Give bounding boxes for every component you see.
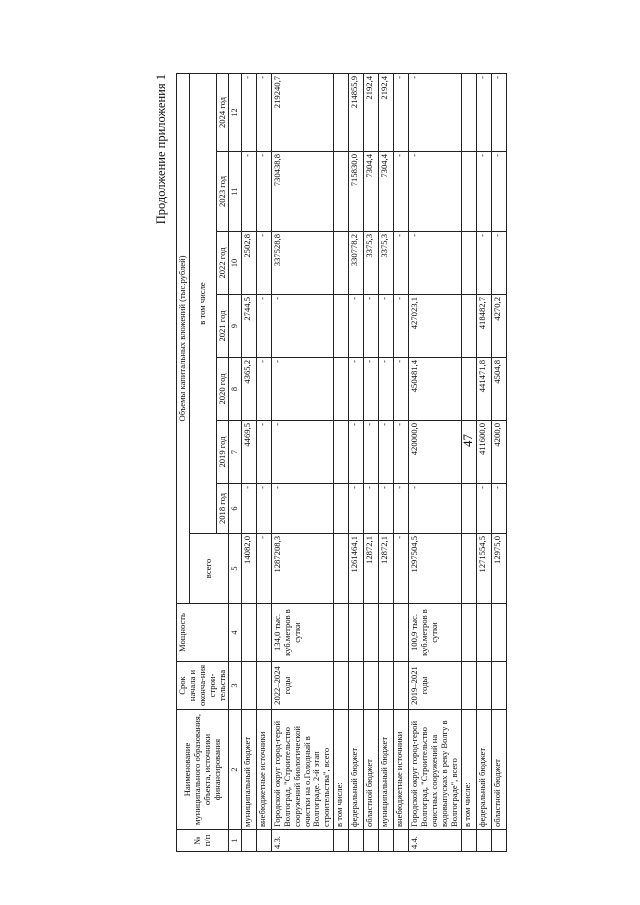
- table-row: [409, 73, 461, 851]
- cell-y2023: -: [241, 152, 256, 232]
- table-row: [394, 73, 409, 851]
- cell-term: [491, 662, 506, 710]
- column-number: 2: [229, 710, 242, 830]
- cell-total: 1297504,5: [409, 534, 461, 604]
- table-row: [364, 73, 379, 851]
- cell-no: [241, 830, 256, 852]
- cell-no: 4.3.: [271, 830, 333, 852]
- cell-y2022: -: [491, 232, 506, 295]
- cell-no: [394, 830, 409, 852]
- cell-y2023: 730438,8: [271, 152, 333, 232]
- cell-term: [349, 662, 364, 710]
- cell-y2020: 4504,8: [491, 358, 506, 421]
- cell-y2023: 7304,4: [364, 152, 379, 232]
- cell-y2021: [334, 295, 349, 358]
- cell-power: [256, 604, 271, 662]
- cell-y2024: 2192,4: [364, 73, 379, 151]
- cell-no: 4.4.: [409, 830, 461, 852]
- cell-power: [394, 604, 409, 662]
- cell-y2024: -: [476, 73, 491, 151]
- cell-y2022: 337528,8: [271, 232, 333, 295]
- cell-no: [364, 830, 379, 852]
- cell-y2018: -: [491, 484, 506, 534]
- column-number: 9: [229, 295, 242, 358]
- cell-y2018: -: [256, 484, 271, 534]
- cell-y2024: 219240,7: [271, 73, 333, 151]
- table-row: [461, 73, 476, 851]
- cell-y2021: -: [364, 295, 379, 358]
- cell-power: [461, 604, 476, 662]
- header-term: Срок начала и оконча-ния строи-тельства: [177, 662, 229, 710]
- cell-name: в том числе:: [334, 710, 349, 830]
- cell-y2020: [461, 358, 476, 421]
- cell-y2020: -: [379, 358, 394, 421]
- cell-y2022: -: [256, 232, 271, 295]
- cell-name: областной бюджет: [364, 710, 379, 830]
- cell-total: 12872,1: [364, 534, 379, 604]
- cell-y2021: 427023,1: [409, 295, 461, 358]
- cell-y2019: -: [379, 421, 394, 484]
- cell-y2024: -: [491, 73, 506, 151]
- cell-y2024: 2192,4: [379, 73, 394, 151]
- header-year: 2024 год: [216, 73, 229, 151]
- cell-power: [241, 604, 256, 662]
- cell-name: внебюджетные источники: [394, 710, 409, 830]
- cell-total: 14082,0: [241, 534, 256, 604]
- capital-investment-table: [176, 73, 507, 852]
- table-row: [379, 73, 394, 851]
- cell-y2018: -: [476, 484, 491, 534]
- header-row-1: [177, 73, 190, 851]
- column-number-row: [229, 73, 242, 851]
- cell-power: [334, 604, 349, 662]
- cell-y2019: -: [256, 421, 271, 484]
- cell-y2021: 4270,2: [491, 295, 506, 358]
- cell-name: муниципальный бюджет: [241, 710, 256, 830]
- cell-y2020: 441471,8: [476, 358, 491, 421]
- table-row: [476, 73, 491, 851]
- header-no: № п/п: [177, 830, 229, 852]
- cell-term: [461, 662, 476, 710]
- cell-y2019: -: [349, 421, 364, 484]
- table-row: [491, 73, 506, 851]
- cell-y2020: 4365,2: [241, 358, 256, 421]
- header-year: 2021 год: [216, 295, 229, 358]
- cell-y2024: -: [394, 73, 409, 151]
- cell-y2022: 3375,3: [379, 232, 394, 295]
- cell-y2019: -: [271, 421, 333, 484]
- cell-y2022: -: [409, 232, 461, 295]
- column-number: 4: [229, 604, 242, 662]
- cell-y2023: -: [491, 152, 506, 232]
- cell-total: 12975,0: [491, 534, 506, 604]
- cell-y2021: [461, 295, 476, 358]
- cell-y2022: 330778,2: [349, 232, 364, 295]
- column-number: 7: [229, 421, 242, 484]
- header-year: 2022 год: [216, 232, 229, 295]
- cell-y2020: [334, 358, 349, 421]
- cell-term: [476, 662, 491, 710]
- cell-y2023: [461, 152, 476, 232]
- cell-no: [379, 830, 394, 852]
- cell-term: 2022–2024 годы: [271, 662, 333, 710]
- cell-total: [461, 534, 476, 604]
- cell-name: в том числе:: [461, 710, 476, 830]
- table-row: [256, 73, 271, 851]
- cell-y2023: -: [476, 152, 491, 232]
- cell-y2022: [461, 232, 476, 295]
- cell-name: федеральный бюджет: [476, 710, 491, 830]
- cell-y2018: -: [241, 484, 256, 534]
- cell-y2024: [334, 73, 349, 151]
- cell-y2023: -: [394, 152, 409, 232]
- cell-y2019: [461, 421, 476, 484]
- cell-total: 1287208,3: [271, 534, 333, 604]
- cell-y2022: 2502,8: [241, 232, 256, 295]
- cell-y2019: [334, 421, 349, 484]
- table-row: [271, 73, 333, 851]
- cell-y2024: -: [409, 73, 461, 151]
- cell-y2023: -: [409, 152, 461, 232]
- cell-power: [364, 604, 379, 662]
- column-number: 3: [229, 662, 242, 710]
- cell-total: 1271554,5: [476, 534, 491, 604]
- cell-name: Городской округ город-герой Волгоград, "Строительство сооружений биологической очистки на о.Голодный в Волгограде. 2-й этап строительства", всего: [271, 710, 333, 830]
- cell-y2020: -: [256, 358, 271, 421]
- header-power: Мощность: [177, 604, 229, 662]
- cell-y2020: -: [349, 358, 364, 421]
- column-number: 6: [229, 484, 242, 534]
- cell-term: [379, 662, 394, 710]
- cell-no: [256, 830, 271, 852]
- cell-name: областной бюджет: [491, 710, 506, 830]
- cell-y2019: 4469,5: [241, 421, 256, 484]
- cell-no: [461, 830, 476, 852]
- cell-y2023: -: [256, 152, 271, 232]
- cell-total: -: [256, 534, 271, 604]
- cell-term: 2019–2021 годы: [409, 662, 461, 710]
- column-number: 1: [229, 830, 242, 852]
- cell-total: -: [394, 534, 409, 604]
- cell-term: [256, 662, 271, 710]
- cell-y2024: -: [241, 73, 256, 151]
- cell-term: [241, 662, 256, 710]
- column-number: 5: [229, 534, 242, 604]
- cell-power: [491, 604, 506, 662]
- header-total: всего: [189, 534, 229, 604]
- cell-name: муниципальный бюджет: [379, 710, 394, 830]
- cell-no: [476, 830, 491, 852]
- cell-y2023: 715830,0: [349, 152, 364, 232]
- table-row: [349, 73, 364, 851]
- cell-y2020: -: [364, 358, 379, 421]
- cell-y2021: -: [394, 295, 409, 358]
- page-number: 47: [460, 434, 475, 447]
- cell-name: Городской округ город-герой Волгоград, "Строительство очистных сооружений на водовыпусках в реку Волгу в Волгограде", всего: [409, 710, 461, 830]
- cell-power: [379, 604, 394, 662]
- cell-y2018: [461, 484, 476, 534]
- column-number: 12: [229, 73, 242, 151]
- cell-y2024: -: [256, 73, 271, 151]
- cell-y2019: 411600,0: [476, 421, 491, 484]
- cell-power: 134,0 тыс. куб.метров в сутки: [271, 604, 333, 662]
- cell-name: федеральный бюджет: [349, 710, 364, 830]
- header-including: в том числе: [189, 73, 216, 533]
- document-sheet: [154, 74, 640, 852]
- cell-y2021: -: [379, 295, 394, 358]
- cell-y2022: [334, 232, 349, 295]
- cell-y2021: -: [271, 295, 333, 358]
- header-year: 2019 год: [216, 421, 229, 484]
- cell-y2023: [334, 152, 349, 232]
- cell-y2018: -: [349, 484, 364, 534]
- cell-y2018: -: [394, 484, 409, 534]
- cell-term: [394, 662, 409, 710]
- cell-y2018: -: [379, 484, 394, 534]
- cell-y2019: -: [394, 421, 409, 484]
- header-year: 2023 год: [216, 152, 229, 232]
- header-volume: Объемы капитальных вложений (тыс.рублей): [177, 73, 190, 603]
- cell-power: 100,9 тыс. куб.метров в сутки: [409, 604, 461, 662]
- column-number: 11: [229, 152, 242, 232]
- cell-y2022: -: [476, 232, 491, 295]
- cell-y2020: -: [271, 358, 333, 421]
- cell-y2018: -: [409, 484, 461, 534]
- cell-y2019: -: [364, 421, 379, 484]
- cell-y2020: 450481,4: [409, 358, 461, 421]
- cell-y2018: [334, 484, 349, 534]
- header-year: 2018 год: [216, 484, 229, 534]
- cell-power: [349, 604, 364, 662]
- column-number: 8: [229, 358, 242, 421]
- cell-y2021: -: [349, 295, 364, 358]
- cell-y2018: -: [271, 484, 333, 534]
- cell-term: [364, 662, 379, 710]
- cell-y2021: -: [256, 295, 271, 358]
- cell-total: 1261464,1: [349, 534, 364, 604]
- column-number: 10: [229, 232, 242, 295]
- cell-y2022: 3375,3: [364, 232, 379, 295]
- cell-y2022: -: [394, 232, 409, 295]
- cell-y2021: 2744,5: [241, 295, 256, 358]
- cell-y2021: 418482,7: [476, 295, 491, 358]
- cell-no: [491, 830, 506, 852]
- cell-y2020: -: [394, 358, 409, 421]
- cell-y2019: 4200,0: [491, 421, 506, 484]
- header-name: Наименование муниципального образования, объекта, источники финансирования: [177, 710, 229, 830]
- cell-power: [476, 604, 491, 662]
- cell-no: [334, 830, 349, 852]
- cell-y2024: 214855,9: [349, 73, 364, 151]
- cell-y2024: [461, 73, 476, 151]
- appendix-subtitle: Продолжение приложения 1: [154, 74, 168, 225]
- cell-no: [349, 830, 364, 852]
- table-row: [241, 73, 256, 851]
- cell-name: внебюджетные источники: [256, 710, 271, 830]
- cell-y2023: 7304,4: [379, 152, 394, 232]
- cell-y2018: -: [364, 484, 379, 534]
- cell-total: 12872,1: [379, 534, 394, 604]
- cell-y2019: 420000,0: [409, 421, 461, 484]
- table-row: [334, 73, 349, 851]
- cell-total: [334, 534, 349, 604]
- header-year: 2020 год: [216, 358, 229, 421]
- cell-term: [334, 662, 349, 710]
